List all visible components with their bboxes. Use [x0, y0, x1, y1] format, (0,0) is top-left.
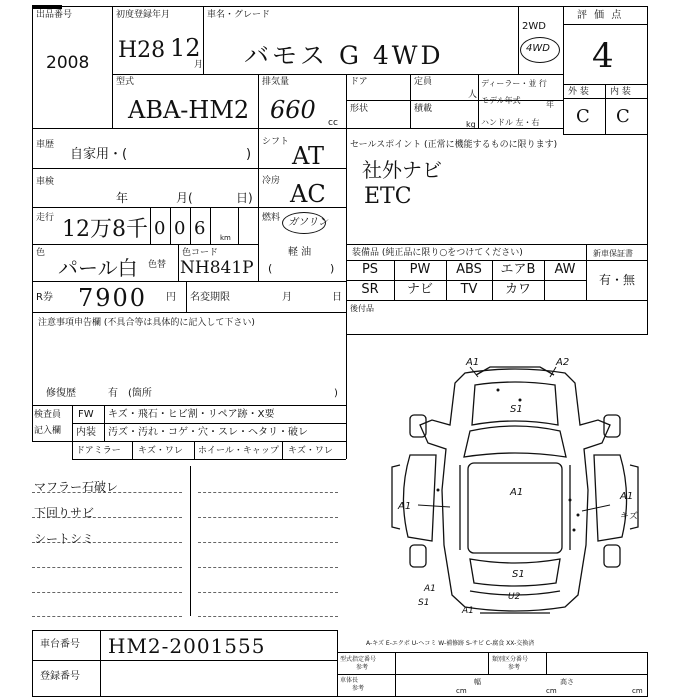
- height-unit: cm: [632, 687, 643, 695]
- sales-points-label: セールスポイント (正常に機能するものに限ります): [350, 140, 558, 150]
- ac-label: 冷房: [262, 176, 281, 186]
- diagram-mark-a1-roof: A1: [510, 487, 524, 498]
- dealer-label: ディーラー・並 行: [481, 79, 547, 88]
- ac-value: AC: [290, 180, 326, 208]
- history-value: 自家用・(: [70, 147, 128, 162]
- remark-2: 下回りサビ: [34, 506, 95, 520]
- capacity-unit: 人: [468, 90, 478, 100]
- fuel-paren-left: (: [268, 262, 273, 275]
- length-unit: cm: [456, 687, 467, 695]
- wheel-text: キズ・ワレ: [288, 446, 333, 456]
- model-year-unit: 年: [546, 100, 554, 109]
- mileage-unit: km: [220, 234, 231, 242]
- name-change-month: 月: [282, 292, 292, 303]
- length-ref: 参考: [352, 685, 365, 692]
- model-year-label: モデル年式: [481, 96, 521, 105]
- inspection-label: 車検: [36, 177, 55, 187]
- inspection-month: 月(: [176, 191, 193, 205]
- first-registration-label: 初度登録年月: [116, 10, 171, 20]
- history-label: 車歴: [36, 140, 55, 150]
- color-code-label: 色コード: [182, 248, 219, 258]
- recycle-label: R券: [36, 292, 53, 303]
- type-value: ABA-HM2: [128, 96, 250, 124]
- type-label: 型式: [116, 77, 135, 87]
- new-car-warranty-value: 有・無: [598, 273, 635, 287]
- shape-label: 形状: [350, 104, 369, 114]
- exterior-value: C: [576, 106, 590, 127]
- registration-label: 登録番号: [40, 671, 80, 682]
- diagram-mark-s1-rear-left: S1: [418, 598, 430, 608]
- diagram-mark-s1-rear: S1: [512, 569, 525, 580]
- fuel-sub: 軽 油: [288, 247, 312, 258]
- repair-value: 有: [108, 388, 118, 399]
- approval-label: 型式指定番号: [340, 656, 377, 663]
- checker-label-1: 検査員: [34, 410, 62, 420]
- damage-legend: A-キズ E-エクボ U-ヘコミ W-補修跡 S-サビ C-腐食 XX-交換済: [366, 640, 535, 647]
- mileage-value: 12万8千: [62, 217, 148, 242]
- notes-label: 注意事項申告欄 (不具合等は具体的に記入して下さい): [38, 318, 255, 328]
- diagram-mark-a1-left: A1: [398, 501, 412, 512]
- interior-check-label: 内装: [76, 427, 96, 438]
- interior-check-text: 汚ズ・汚れ・コゲ・穴・スレ・ヘタリ・破レ: [108, 427, 308, 438]
- equip-sr: SR: [361, 282, 379, 297]
- mileage-digit-1: 0: [154, 218, 166, 239]
- name-change-label: 名変期限: [190, 292, 230, 303]
- equip-aw: AW: [554, 262, 576, 277]
- fw-text: キズ・飛石・ヒビ割・リペア跡・X要: [108, 409, 275, 420]
- equip-ps: PS: [361, 262, 379, 277]
- remark-3: シートシミ: [34, 532, 95, 546]
- equip-navi: ナビ: [406, 282, 433, 297]
- equip-pw: PW: [409, 262, 431, 277]
- registration-era: H28: [118, 38, 166, 63]
- repair-label: 修復歴: [46, 388, 76, 399]
- model-grade-value: バモス G 4WD: [244, 41, 444, 70]
- exterior-label: 外 装: [568, 87, 589, 97]
- mileage-digit-2: 0: [174, 218, 186, 239]
- color-label: 色: [36, 248, 46, 258]
- recycle-yen: 円: [166, 292, 176, 303]
- wheel-label: ホイール・キャップ: [198, 446, 279, 456]
- checker-label-2: 記入欄: [34, 426, 62, 436]
- class-label: 類別区分番号: [492, 656, 529, 663]
- height-label: 高さ: [560, 678, 574, 686]
- equip-airbag: エアB: [500, 262, 536, 277]
- mileage-label: 走行: [36, 213, 55, 223]
- remark-1: マフラー石破レ: [34, 480, 119, 494]
- registration-month: 12: [170, 34, 201, 62]
- inspection-day: 日): [236, 191, 253, 205]
- mileage-digit-3: 6: [194, 218, 206, 239]
- handle-label: ハンドル 左・右: [481, 118, 540, 127]
- repair-close: ): [334, 388, 338, 399]
- name-change-day: 日: [332, 292, 342, 303]
- load-label: 積載: [414, 104, 433, 114]
- drive-2wd: 2WD: [522, 21, 546, 32]
- sales-point-2: ETC: [364, 184, 412, 209]
- color-code-value: NH841P: [180, 258, 254, 278]
- class-ref: 参考: [508, 664, 521, 671]
- equipment-label: 装備品 (純正品に限り○をつけてください): [352, 248, 523, 258]
- color-value: パール白: [58, 256, 138, 280]
- capacity-label: 定員: [414, 77, 433, 87]
- lot-number-value: 2008: [46, 53, 90, 73]
- diagram-mark-kizu-right: キズ: [620, 512, 638, 522]
- score-label: 評 価 点: [577, 10, 624, 21]
- repair-part: (箇所: [128, 388, 152, 399]
- recycle-value: 7900: [78, 284, 148, 312]
- diagram-mark-a2-front-right: A2: [556, 357, 570, 368]
- diagram-mark-u2-rear: U2: [508, 592, 521, 602]
- history-close: ): [246, 147, 252, 162]
- approval-ref: 参考: [356, 664, 369, 671]
- chassis-label: 車台番号: [40, 639, 80, 650]
- displacement-label: 排気量: [262, 77, 290, 87]
- model-grade-label: 車名・グレード: [207, 10, 271, 20]
- fuel-paren-right: ): [330, 262, 335, 275]
- interior-label: 内 装: [610, 87, 631, 97]
- door-mirror-label: ドアミラー: [76, 446, 121, 456]
- registration-month-unit: 月: [194, 60, 204, 70]
- displacement-unit: cc: [328, 118, 338, 128]
- load-unit: kg: [466, 120, 476, 129]
- fuel-label: 燃料: [262, 213, 281, 223]
- score-value: 4: [592, 36, 614, 76]
- diagram-mark-s1-hood: S1: [510, 404, 523, 415]
- equip-abs: ABS: [456, 262, 482, 277]
- door-mirror-text: キズ・ワレ: [138, 446, 183, 456]
- width-label: 幅: [474, 678, 481, 686]
- equip-tv: TV: [460, 282, 478, 297]
- inspection-year: 年: [116, 191, 129, 205]
- door-label: ドア: [350, 77, 368, 87]
- diagram-mark-a1-rear-left: A1: [424, 584, 436, 594]
- diagram-mark-a1-front-left: A1: [466, 357, 480, 368]
- new-car-warranty-label: 新車保証書: [593, 249, 633, 258]
- width-unit: cm: [546, 687, 557, 695]
- color-change-label: 色替: [148, 260, 167, 270]
- shift-value: AT: [292, 142, 325, 170]
- aftermarket-label: 後付品: [350, 304, 374, 313]
- interior-value: C: [616, 106, 630, 127]
- shift-label: シフト: [262, 137, 290, 147]
- diagram-mark-a1-bottom: A1: [462, 606, 474, 616]
- diagram-mark-a1-right: A1: [620, 491, 634, 502]
- chassis-value: HM2-2001555: [108, 634, 266, 658]
- fw-label: FW: [78, 409, 94, 420]
- equip-leather: カワ: [504, 282, 531, 297]
- fuel-value: ガソリン: [288, 217, 328, 228]
- lot-number-label: 出品番号: [36, 10, 73, 20]
- sales-point-1: 社外ナビ: [362, 158, 442, 182]
- length-label: 車体長: [340, 677, 359, 684]
- displacement-value: 660: [270, 96, 316, 124]
- drive-4wd: 4WD: [526, 43, 550, 54]
